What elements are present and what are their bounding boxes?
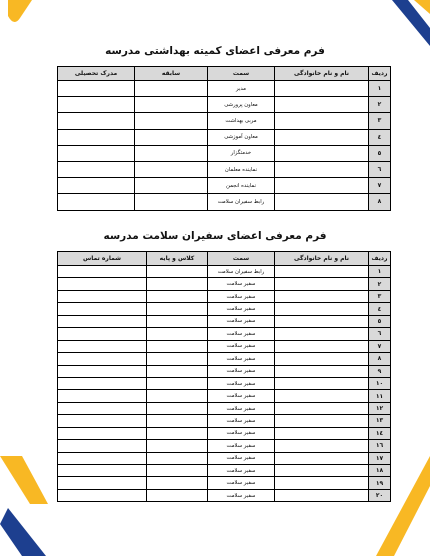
position-cell: سفیر سلامت [208,377,275,389]
table-row [58,81,391,97]
header-row-no: ردیف [369,252,391,266]
education-cell[interactable] [58,81,135,97]
row-number-cell: ۱۲ [369,402,391,414]
contact-cell[interactable] [58,377,147,389]
education-cell[interactable] [58,129,135,145]
header-name: نام و نام خانوادگی [275,67,369,81]
table-row [58,353,391,365]
header-class-grade: کلاس و پایه [147,252,208,266]
row-number-cell: ۱۱ [369,390,391,402]
contact-cell[interactable] [58,465,147,477]
name-cell[interactable] [275,145,369,161]
position-cell: سفیر سلامت [208,365,275,377]
class-grade-cell[interactable] [147,278,208,290]
committee-table [57,66,391,211]
header-education: مدرک تحصیلی [58,67,135,81]
position-cell: سفیر سلامت [208,390,275,402]
top-right-decoration [370,0,430,50]
contact-cell[interactable] [58,452,147,464]
position-cell: سفیر سلامت [208,452,275,464]
header-experience: سابقه [135,67,208,81]
education-cell[interactable] [58,161,135,177]
table-row [58,303,391,315]
ambassadors-header-row [58,252,391,266]
class-grade-cell[interactable] [147,390,208,402]
table-row [58,402,391,414]
experience-cell[interactable] [135,194,208,210]
row-number-cell: ۱ [369,266,391,278]
row-number-cell: ۷ [369,178,391,194]
row-number-cell: ۱۹ [369,477,391,489]
education-cell[interactable] [58,145,135,161]
table-row [58,390,391,402]
row-number-cell: ۸ [369,353,391,365]
header-row-no: ردیف [369,67,391,81]
position-cell: رابط سفیران سلامت [208,194,275,210]
row-number-cell: ۱٦ [369,440,391,452]
table-row [58,415,391,427]
contact-cell[interactable] [58,340,147,352]
name-cell[interactable] [275,278,369,290]
experience-cell[interactable] [135,145,208,161]
row-number-cell: ۳ [369,290,391,302]
class-grade-cell[interactable] [147,489,208,501]
ambassadors-title: فرم معرفی اعضای سفیران سلامت مدرسه [103,230,327,242]
header-contact: شماره تماس [58,252,147,266]
table-row [58,97,391,113]
contact-cell[interactable] [58,415,147,427]
position-cell: سفیر سلامت [208,440,275,452]
contact-cell[interactable] [58,303,147,315]
table-row [58,427,391,439]
contact-cell[interactable] [58,402,147,414]
header-position: سمت [208,252,275,266]
name-cell[interactable] [275,328,369,340]
row-number-cell: ٦ [369,161,391,177]
row-number-cell: ٤ [369,129,391,145]
row-number-cell: ۸ [369,194,391,210]
position-cell: سفیر سلامت [208,328,275,340]
education-cell[interactable] [58,194,135,210]
row-number-cell: ٦ [369,328,391,340]
contact-cell[interactable] [58,440,147,452]
name-cell[interactable] [275,340,369,352]
position-cell: خدمتگزار [208,145,275,161]
contact-cell[interactable] [58,353,147,365]
position-cell: سفیر سلامت [208,402,275,414]
class-grade-cell[interactable] [147,377,208,389]
position-cell: نماینده انجمن [208,178,275,194]
table-row [58,315,391,327]
name-cell[interactable] [275,477,369,489]
class-grade-cell[interactable] [147,315,208,327]
class-grade-cell[interactable] [147,402,208,414]
row-number-cell: ۹ [369,365,391,377]
row-number-cell: ۱۸ [369,465,391,477]
name-cell[interactable] [275,452,369,464]
position-cell: نماینده معلمان [208,161,275,177]
table-row [58,278,391,290]
header-position: سمت [208,67,275,81]
table-row [58,129,391,145]
table-row [58,340,391,352]
row-number-cell: ۷ [369,340,391,352]
row-number-cell: ۲ [369,97,391,113]
experience-cell[interactable] [135,161,208,177]
row-number-cell: ۳ [369,113,391,129]
row-number-cell: ۲ [369,278,391,290]
contact-cell[interactable] [58,266,147,278]
table-row [58,113,391,129]
class-grade-cell[interactable] [147,328,208,340]
row-number-cell: ۱۳ [369,415,391,427]
position-cell: سفیر سلامت [208,465,275,477]
contact-cell[interactable] [58,489,147,501]
table-row [58,440,391,452]
name-cell[interactable] [275,427,369,439]
experience-cell[interactable] [135,81,208,97]
position-cell: سفیر سلامت [208,477,275,489]
table-row [58,290,391,302]
contact-cell[interactable] [58,365,147,377]
position-cell: معاون آموزشی [208,129,275,145]
name-cell[interactable] [275,161,369,177]
name-cell[interactable] [275,377,369,389]
position-cell: سفیر سلامت [208,315,275,327]
top-left-decoration [0,0,50,50]
table-row [58,194,391,210]
contact-cell[interactable] [58,390,147,402]
table-row [58,145,391,161]
committee-header-row [58,67,391,81]
row-number-cell: ٥ [369,315,391,327]
table-row [58,465,391,477]
class-grade-cell[interactable] [147,303,208,315]
name-cell[interactable] [275,415,369,427]
table-row [58,489,391,501]
name-cell[interactable] [275,81,369,97]
experience-cell[interactable] [135,129,208,145]
bottom-left-decoration [0,456,60,556]
experience-cell[interactable] [135,178,208,194]
header-name: نام و نام خانوادگی [275,252,369,266]
row-number-cell: ٤ [369,303,391,315]
education-cell[interactable] [58,113,135,129]
class-grade-cell[interactable] [147,477,208,489]
row-number-cell: ۱۰ [369,377,391,389]
name-cell[interactable] [275,440,369,452]
row-number-cell: ۲۰ [369,489,391,501]
table-row [58,161,391,177]
position-cell: سفیر سلامت [208,340,275,352]
name-cell[interactable] [275,315,369,327]
name-cell[interactable] [275,129,369,145]
name-cell[interactable] [275,266,369,278]
name-cell[interactable] [275,465,369,477]
position-cell: مربی بهداشت [208,113,275,129]
class-grade-cell[interactable] [147,340,208,352]
class-grade-cell[interactable] [147,290,208,302]
class-grade-cell[interactable] [147,365,208,377]
position-cell: سفیر سلامت [208,427,275,439]
class-grade-cell[interactable] [147,353,208,365]
name-cell[interactable] [275,402,369,414]
education-cell[interactable] [58,97,135,113]
position-cell: سفیر سلامت [208,278,275,290]
name-cell[interactable] [275,290,369,302]
position-cell: سفیر سلامت [208,415,275,427]
name-cell[interactable] [275,390,369,402]
contact-cell[interactable] [58,278,147,290]
experience-cell[interactable] [135,97,208,113]
row-number-cell: ۱ [369,81,391,97]
table-row [58,477,391,489]
contact-cell[interactable] [58,477,147,489]
committee-title: فرم معرفی اعضای کمیته بهداشتی مدرسه [105,45,325,57]
position-cell: سفیر سلامت [208,489,275,501]
contact-cell[interactable] [58,290,147,302]
contact-cell[interactable] [58,315,147,327]
position-cell: رابط سفیران سلامت [208,266,275,278]
contact-cell[interactable] [58,328,147,340]
row-number-cell: ۱٤ [369,427,391,439]
class-grade-cell[interactable] [147,440,208,452]
table-row [58,266,391,278]
name-cell[interactable] [275,194,369,210]
education-cell[interactable] [58,178,135,194]
class-grade-cell[interactable] [147,266,208,278]
name-cell[interactable] [275,303,369,315]
ambassadors-table [57,251,391,502]
position-cell: سفیر سلامت [208,290,275,302]
table-row [58,178,391,194]
name-cell[interactable] [275,489,369,501]
position-cell: معاون پرورشی [208,97,275,113]
row-number-cell: ٥ [369,145,391,161]
position-cell: سفیر سلامت [208,303,275,315]
contact-cell[interactable] [58,427,147,439]
name-cell[interactable] [275,97,369,113]
table-row [58,328,391,340]
experience-cell[interactable] [135,113,208,129]
position-cell: سفیر سلامت [208,353,275,365]
row-number-cell: ۱۷ [369,452,391,464]
class-grade-cell[interactable] [147,452,208,464]
table-row [58,377,391,389]
class-grade-cell[interactable] [147,415,208,427]
class-grade-cell[interactable] [147,427,208,439]
position-cell: مدیر [208,81,275,97]
name-cell[interactable] [275,365,369,377]
name-cell[interactable] [275,113,369,129]
class-grade-cell[interactable] [147,465,208,477]
name-cell[interactable] [275,353,369,365]
table-row [58,452,391,464]
table-row [58,365,391,377]
name-cell[interactable] [275,178,369,194]
